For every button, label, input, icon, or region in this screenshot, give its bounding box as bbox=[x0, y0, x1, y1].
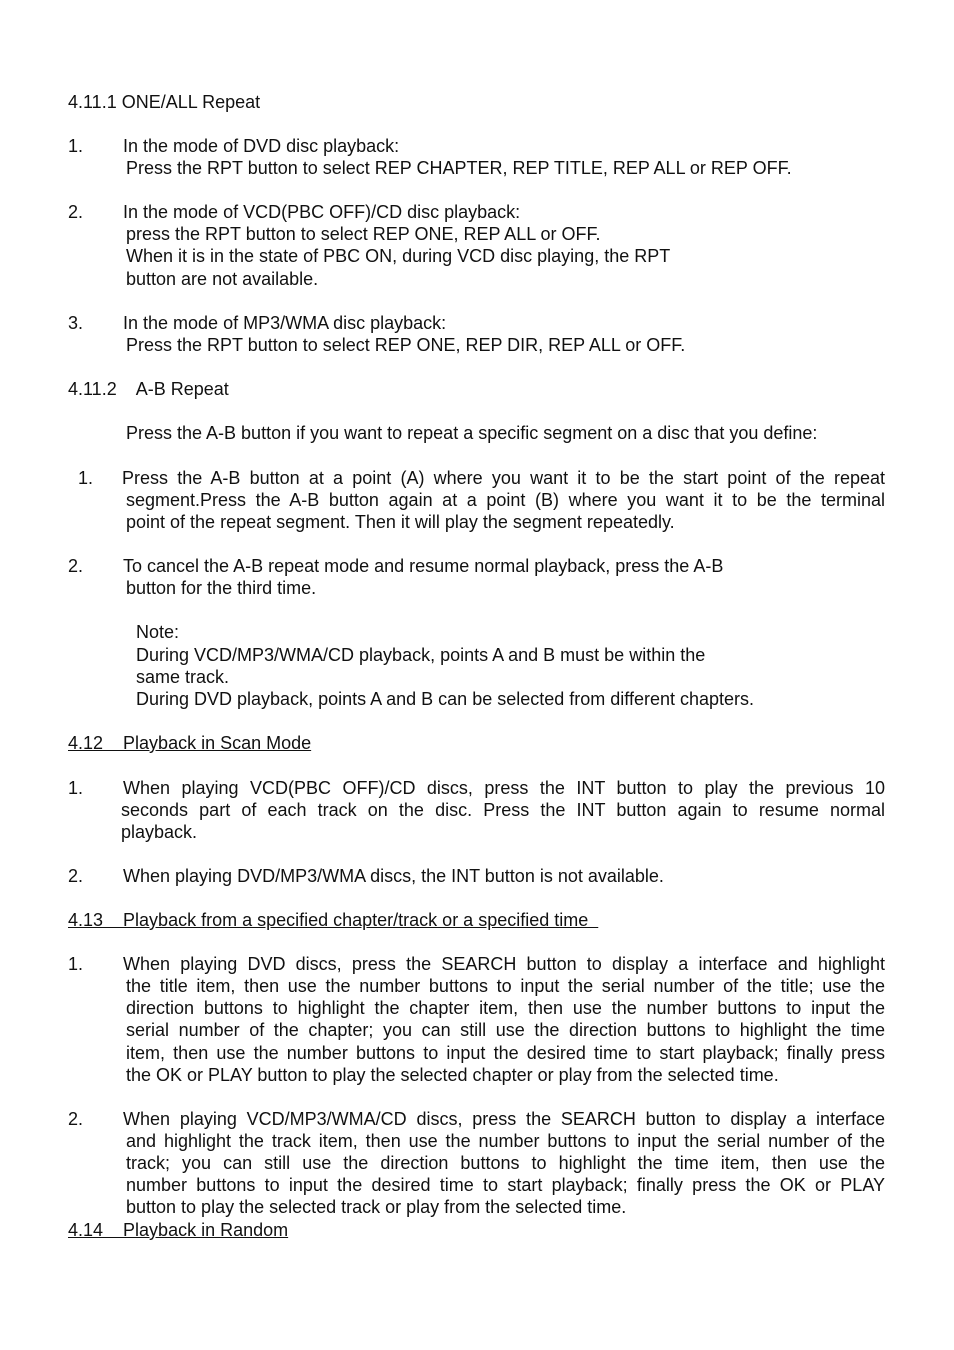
list-number: 2. bbox=[68, 202, 84, 222]
list-item-line: In the mode of MP3/WMA disc playback: bbox=[123, 313, 447, 333]
list-item-line: item, then use the number buttons to input the desired time to start playback; finally press bbox=[126, 1043, 885, 1063]
list-number: 1. bbox=[68, 778, 84, 798]
list-item-line: number buttons to input the desired time to start playback; finally press the OK or PLAY bbox=[126, 1175, 885, 1195]
list-item-line: When playing DVD/MP3/WMA discs, the INT button is not available. bbox=[123, 866, 664, 886]
list-item-line: In the mode of DVD disc playback: bbox=[123, 136, 400, 156]
note-line: During VCD/MP3/WMA/CD playback, points A and B must be within the bbox=[136, 645, 706, 665]
list-item-line: the OK or PLAY button to play the selected chapter or play from the selected time. bbox=[126, 1065, 779, 1085]
note-line: same track. bbox=[136, 667, 230, 687]
list-item-line: press the RPT button to select REP ONE, REP ALL or OFF. bbox=[126, 224, 601, 244]
section-heading-4-12: 4.12 Playback in Scan Mode bbox=[68, 733, 312, 753]
list-number: 2. bbox=[68, 866, 84, 886]
list-item-line: When playing VCD(PBC OFF)/CD discs, press the INT button to play the previous 10 bbox=[123, 778, 885, 798]
section-heading-4-11-1: 4.11.1 ONE/ALL Repeat bbox=[68, 92, 261, 112]
list-item-line: When playing VCD/MP3/WMA/CD discs, press the SEARCH button to display a interface bbox=[123, 1109, 885, 1129]
list-number: 3. bbox=[68, 313, 84, 333]
list-item-line: button for the third time. bbox=[126, 578, 317, 598]
list-item-line: direction buttons to highlight the chapter item, then use the number buttons to input the bbox=[126, 998, 885, 1018]
list-item-line: In the mode of VCD(PBC OFF)/CD disc playback: bbox=[123, 202, 521, 222]
list-item-line: button to play the selected track or play from the selected time. bbox=[126, 1197, 627, 1217]
list-item-line: playback. bbox=[121, 822, 198, 842]
list-item-line: serial number of the chapter; you can still use the direction buttons to highlight the time bbox=[126, 1020, 885, 1040]
list-item-line: button are not available. bbox=[126, 269, 319, 289]
list-item-line: seconds part of each track on the disc. Press the INT button again to resume normal bbox=[121, 800, 885, 820]
note-line: During DVD playback, points A and B can be selected from different chapters. bbox=[136, 689, 755, 709]
list-item-line: Press the A-B button at a point (A) where you want it to be the start point of the repeat bbox=[122, 468, 885, 488]
list-item-line: Press the RPT button to select REP ONE, REP DIR, REP ALL or OFF. bbox=[126, 335, 686, 355]
list-number: 1. bbox=[68, 954, 84, 974]
list-number: 2. bbox=[68, 1109, 84, 1129]
list-item-line: and highlight the track item, then use the number buttons to input the serial number of the bbox=[126, 1131, 885, 1151]
list-number: 1. bbox=[78, 468, 94, 488]
list-item-line: To cancel the A-B repeat mode and resume normal playback, press the A-B bbox=[123, 556, 724, 576]
list-item-line: point of the repeat segment. Then it will play the segment repeatedly. bbox=[126, 512, 675, 532]
section-heading-4-13: 4.13 Playback from a specified chapter/track or a specified time bbox=[68, 910, 599, 930]
list-number: 1. bbox=[68, 136, 84, 156]
list-item-line: track; you can still use the direction buttons to highlight the time item, then use the bbox=[126, 1153, 885, 1173]
note-label: Note: bbox=[136, 622, 180, 642]
list-item-line: Press the RPT button to select REP CHAPTER, REP TITLE, REP ALL or REP OFF. bbox=[126, 158, 792, 178]
section-heading-4-11-2: 4.11.2 A-B Repeat bbox=[68, 379, 229, 399]
list-number: 2. bbox=[68, 556, 84, 576]
section-heading-4-14: 4.14 Playback in Random bbox=[68, 1220, 289, 1240]
list-item-line: the title item, then use the number buttons to input the serial number of the title; use the bbox=[126, 976, 885, 996]
section-intro: Press the A-B button if you want to repeat a specific segment on a disc that you define: bbox=[126, 423, 818, 443]
list-item-line: When playing DVD discs, press the SEARCH button to display a interface and highlight bbox=[123, 954, 885, 974]
list-item-line: When it is in the state of PBC ON, during VCD disc playing, the RPT bbox=[126, 246, 671, 266]
list-item-line: segment.Press the A-B button again at a point (B) where you want it to be the terminal bbox=[126, 490, 885, 510]
